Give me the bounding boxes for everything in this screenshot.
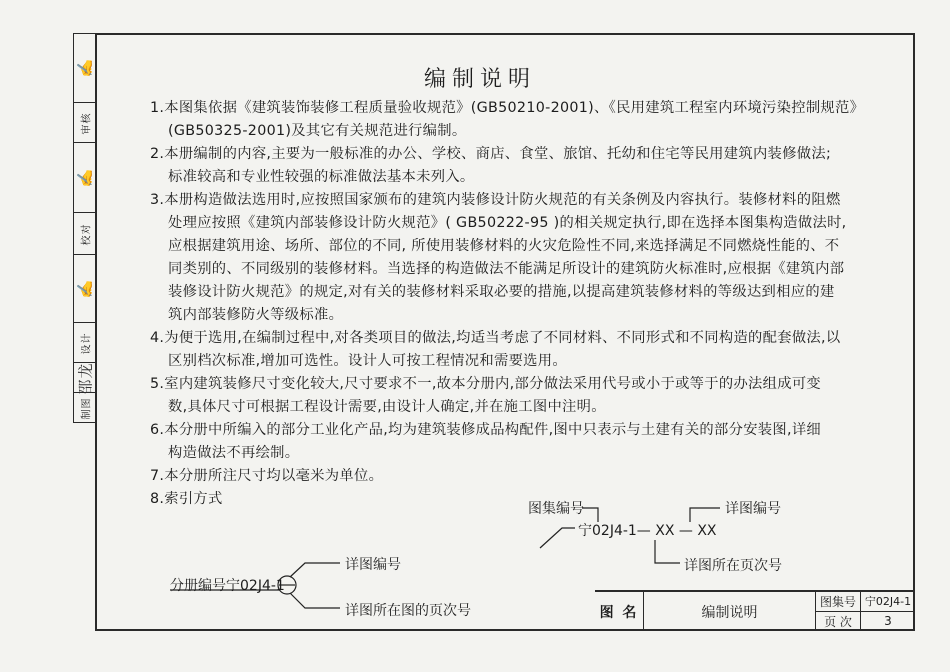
page-value: 3 — [884, 614, 892, 629]
signature: ✍ — [75, 168, 94, 188]
detail-page-label: 详图所在图的页次号 — [345, 603, 471, 619]
detail-number-label: 详图编号 — [345, 557, 401, 573]
title-block-name-label: 图 名 — [599, 604, 639, 621]
sidebar-label: 校对 — [81, 223, 92, 245]
note-line: 装修设计防火规范》的规定,对有关的装修材料采取必要的措施,以提高建筑装修材料的等级达到相应的建 — [168, 284, 835, 300]
note-line: 5.室内建筑装修尺寸变化较大,尺寸要求不一,故本分册内,部分做法采用代号或小于或等于的办法组成可变 — [150, 376, 822, 392]
volume-code: 宁02J4-1 — [226, 578, 285, 594]
signature: ✍ — [75, 58, 94, 78]
sidebar-label: 制图 — [81, 397, 92, 419]
sidebar-label: 设计 — [81, 332, 92, 354]
atlas-detail-page-label: 详图所在页次号 — [684, 558, 782, 574]
approval-sidebar — [73, 33, 95, 423]
note-line: 4.为便于选用,在编制过程中,对各类项目的做法,均适当考虑了不同材料、不同形式和不同构造的配套做法,以 — [150, 330, 841, 346]
title-block — [595, 590, 915, 631]
atlas-no-label: 图集号 — [816, 592, 860, 612]
note-line: 1.本图集依据《建筑装饰装修工程质量验收规范》(GB50210-2001)、《民用建筑工程室内环境污染控制规范》 — [150, 100, 865, 116]
title-block-name-value: 编制说明 — [643, 592, 815, 631]
sidebar-signature-draft — [74, 362, 95, 393]
note-line: 应根据建筑用途、场所、部位的不同, 所使用装修材料的火灾危险性不同,来选择满足不同燃烧性能的、不 — [168, 238, 840, 254]
note-line: 数,具体尺寸可根据工程设计需要,由设计人确定,并在施工图中注明。 — [168, 399, 606, 415]
volume-label: 分册编号宁02J4-1 — [170, 578, 285, 594]
page-label: 页 次 — [824, 614, 852, 629]
sidebar-cell-design — [74, 322, 95, 363]
note-line: 8.索引方式 — [150, 491, 223, 507]
signature: ✍ — [75, 279, 94, 299]
sidebar-label: 审核 — [81, 112, 92, 134]
atlas-no-value: 宁02J4-1 — [861, 592, 915, 612]
atlas-number-label: 图集编号 — [528, 501, 584, 517]
page-title: 编制说明 — [423, 67, 536, 92]
note-line: 筑内部装修防火等级标准。 — [168, 307, 344, 323]
atlas-code: 宁02J4-1— XX — XX — [578, 523, 717, 539]
note-line: (GB50325-2001)及其它有关规范进行编制。 — [168, 123, 467, 139]
sidebar-cell-draft — [74, 392, 95, 423]
notes-block — [150, 97, 865, 511]
note-line: 处理应按照《建筑内部装修设计防火规范》( GB50222-95 )的相关规定执行,即在选择本图集构造做法时, — [168, 215, 847, 231]
sidebar-signature-design — [74, 254, 95, 323]
note-line: 构造做法不再绘制。 — [168, 445, 300, 461]
title-block-label-column — [815, 592, 860, 631]
sidebar-signature-review — [74, 34, 95, 102]
atlas-detail-number-label: 详图编号 — [725, 501, 781, 517]
note-line: 3.本册构造做法选用时,应按照国家颁布的建筑内装修设计防火规范的有关条例及内容执行。装修材料的阻燃 — [150, 192, 841, 208]
note-line: 标准较高和专业性较强的标准做法基本未列入。 — [168, 169, 475, 185]
note-line: 同类别的、不同级别的装修材料。当选择的构造做法不能满足所设计的建筑防火标准时,应根据《建筑内部 — [168, 261, 845, 277]
note-line: 6.本分册中所编入的部分工业化产品,均为建筑装修成品构配件,图中只表示与土建有关的部分安装图,详细 — [150, 422, 822, 438]
note-line: 区别档次标准,增加可选性。设计人可按工程情况和需要选用。 — [168, 353, 567, 369]
sidebar-cell-review — [74, 102, 95, 143]
signature: 邵龙 — [76, 361, 95, 395]
sidebar-cell-check — [74, 212, 95, 255]
note-line: 2.本册编制的内容,主要为一般标准的办公、学校、商店、食堂、旅馆、托幼和住宅等民用建筑内装修做法; — [150, 146, 832, 162]
sidebar-signature-check — [74, 142, 95, 213]
title-block-value-column — [860, 592, 915, 631]
note-line: 7.本分册所注尺寸均以毫米为单位。 — [150, 468, 384, 484]
